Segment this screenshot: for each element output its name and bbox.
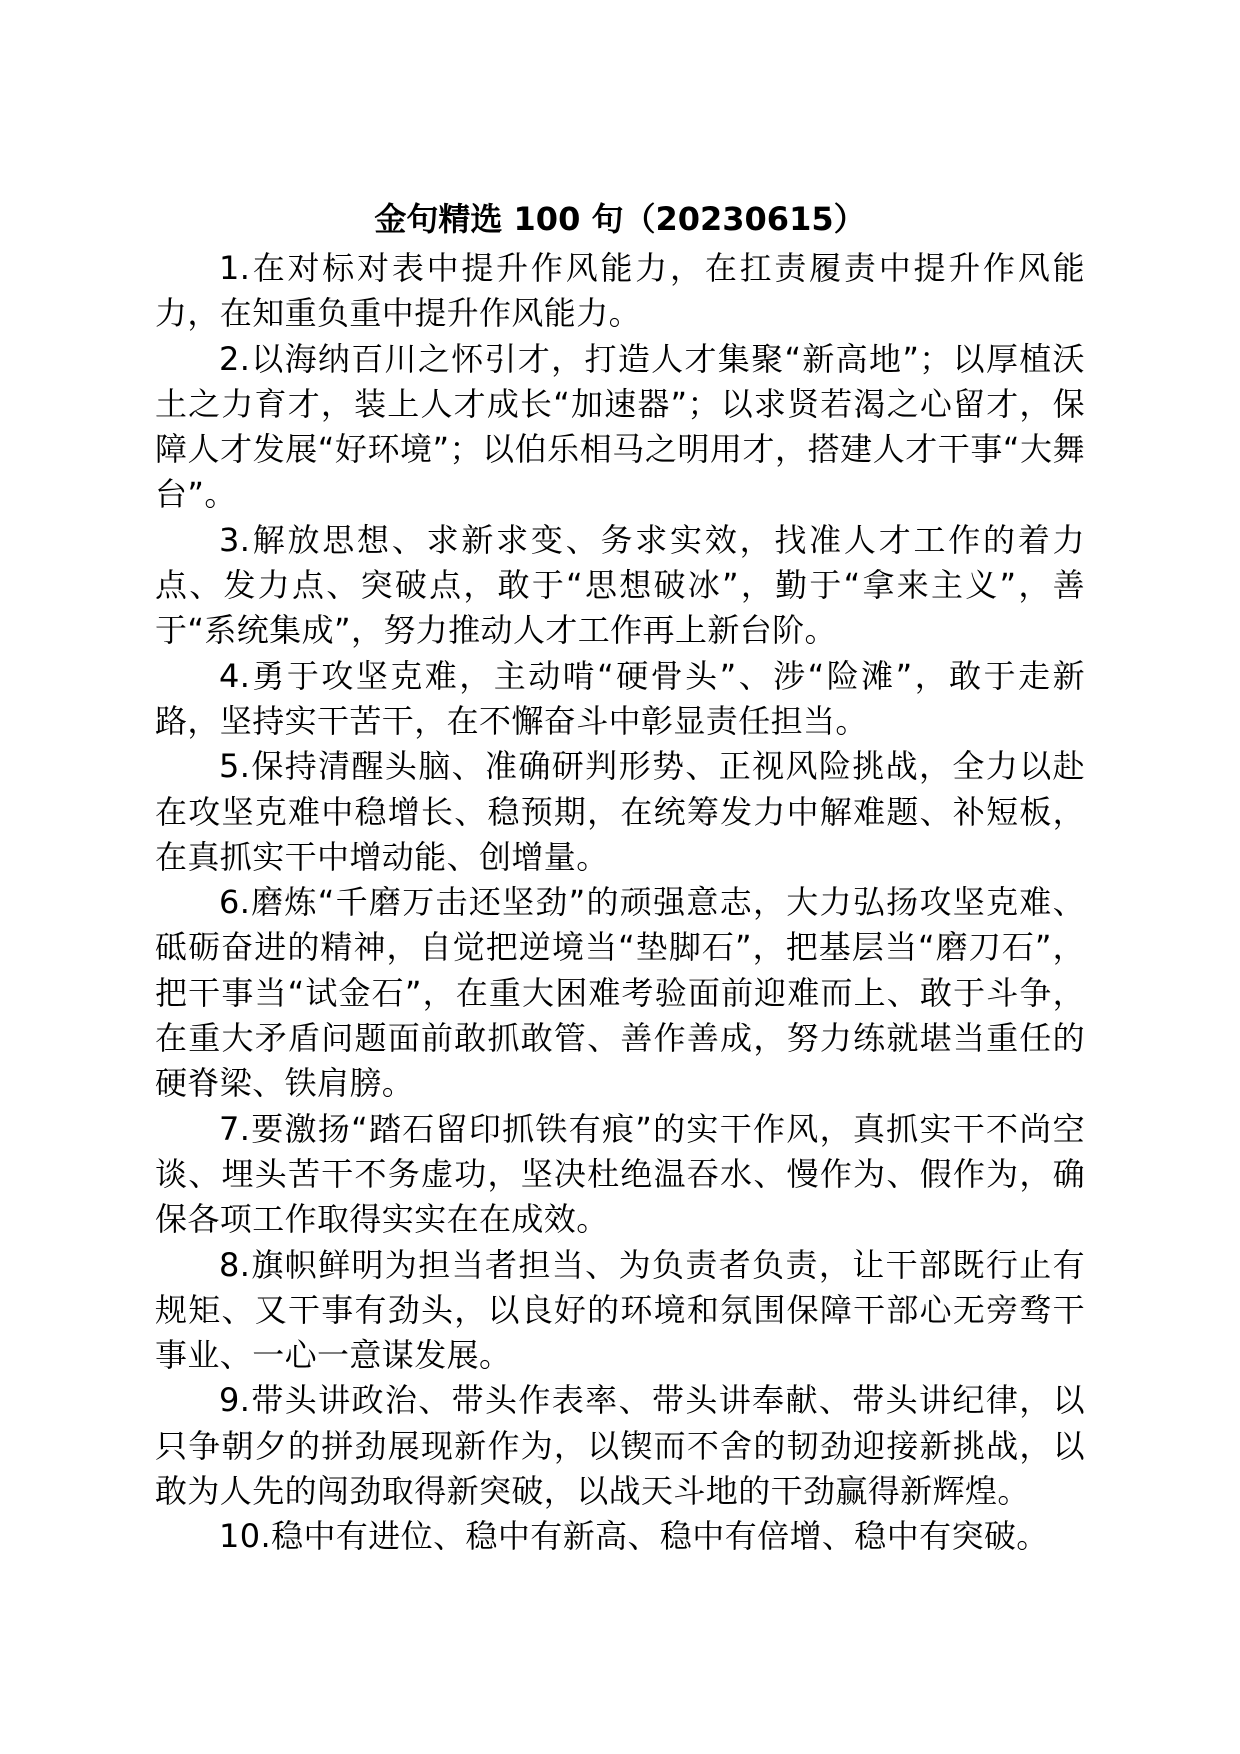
document-title: 金句精选 100 句（20230615） xyxy=(374,200,866,238)
quote-paragraph-9: 9.带头讲政治、带头作表率、带头讲奉献、带头讲纪律，以只争朝夕的拼劲展现新作为，以锲而不舍的韧劲迎接新挑战，以敢为人先的闯劲取得新突破，以战天斗地的干劲赢得新辉煌。 xyxy=(155,1381,1085,1511)
quote-paragraph-6: 6.磨炼“千磨万击还坚劲”的顽强意志，大力弘扬攻坚克难、砥砺奋进的精神，自觉把逆境当“垫脚石”，把基层当“磨刀石”，把干事当“试金石”，在重大困难考验面前迎难而上、敢于斗争，在重大矛盾问题面前敢抓敢管、善作善成，努力练就堪当重任的硬脊梁、铁肩膀。 xyxy=(155,883,1085,1103)
document-body xyxy=(155,246,1085,1560)
quote-paragraph-1: 1.在对标对表中提升作风能力，在扛责履责中提升作风能力，在知重负重中提升作风能力。 xyxy=(155,249,1085,333)
quote-paragraph-7: 7.要激扬“踏石留印抓铁有痕”的实干作风，真抓实干不尚空谈、埋头苦干不务虚功，坚决杜绝温吞水、慢作为、假作为，确保各项工作取得实实在在成效。 xyxy=(155,1109,1085,1239)
quote-paragraph-2: 2.以海纳百川之怀引才，打造人才集聚“新高地”；以厚植沃土之力育才，装上人才成长“加速器”；以求贤若渴之心留才，保障人才发展“好环境”；以伯乐相马之明用才，搭建人才干事“大舞台”。 xyxy=(155,339,1085,514)
quote-paragraph-3: 3.解放思想、求新求变、务求实效，找准人才工作的着力点、发力点、突破点，敢于“思想破冰”，勤于“拿来主义”，善于“系统集成”，努力推动人才工作再上新台阶。 xyxy=(155,520,1085,650)
quote-paragraph-10: 10.稳中有进位、稳中有新高、稳中有倍增、稳中有突破。 xyxy=(219,1517,1049,1556)
quote-paragraph-4: 4.勇于攻坚克难，主动啃“硬骨头”、涉“险滩”，敢于走新路，坚持实干苦干，在不懈奋斗中彰显责任担当。 xyxy=(155,656,1085,740)
quote-paragraph-5: 5.保持清醒头脑、准确研判形势、正视风险挑战，全力以赴在攻坚克难中稳增长、稳预期，在统筹发力中解难题、补短板，在真抓实干中增动能、创增量。 xyxy=(155,747,1085,876)
quote-paragraph-8: 8.旗帜鲜明为担当者担当、为负责者负责，让干部既行止有规矩、又干事有劲头，以良好的环境和氛围保障干部心无旁骛干事业、一心一意谋发展。 xyxy=(155,1245,1085,1375)
